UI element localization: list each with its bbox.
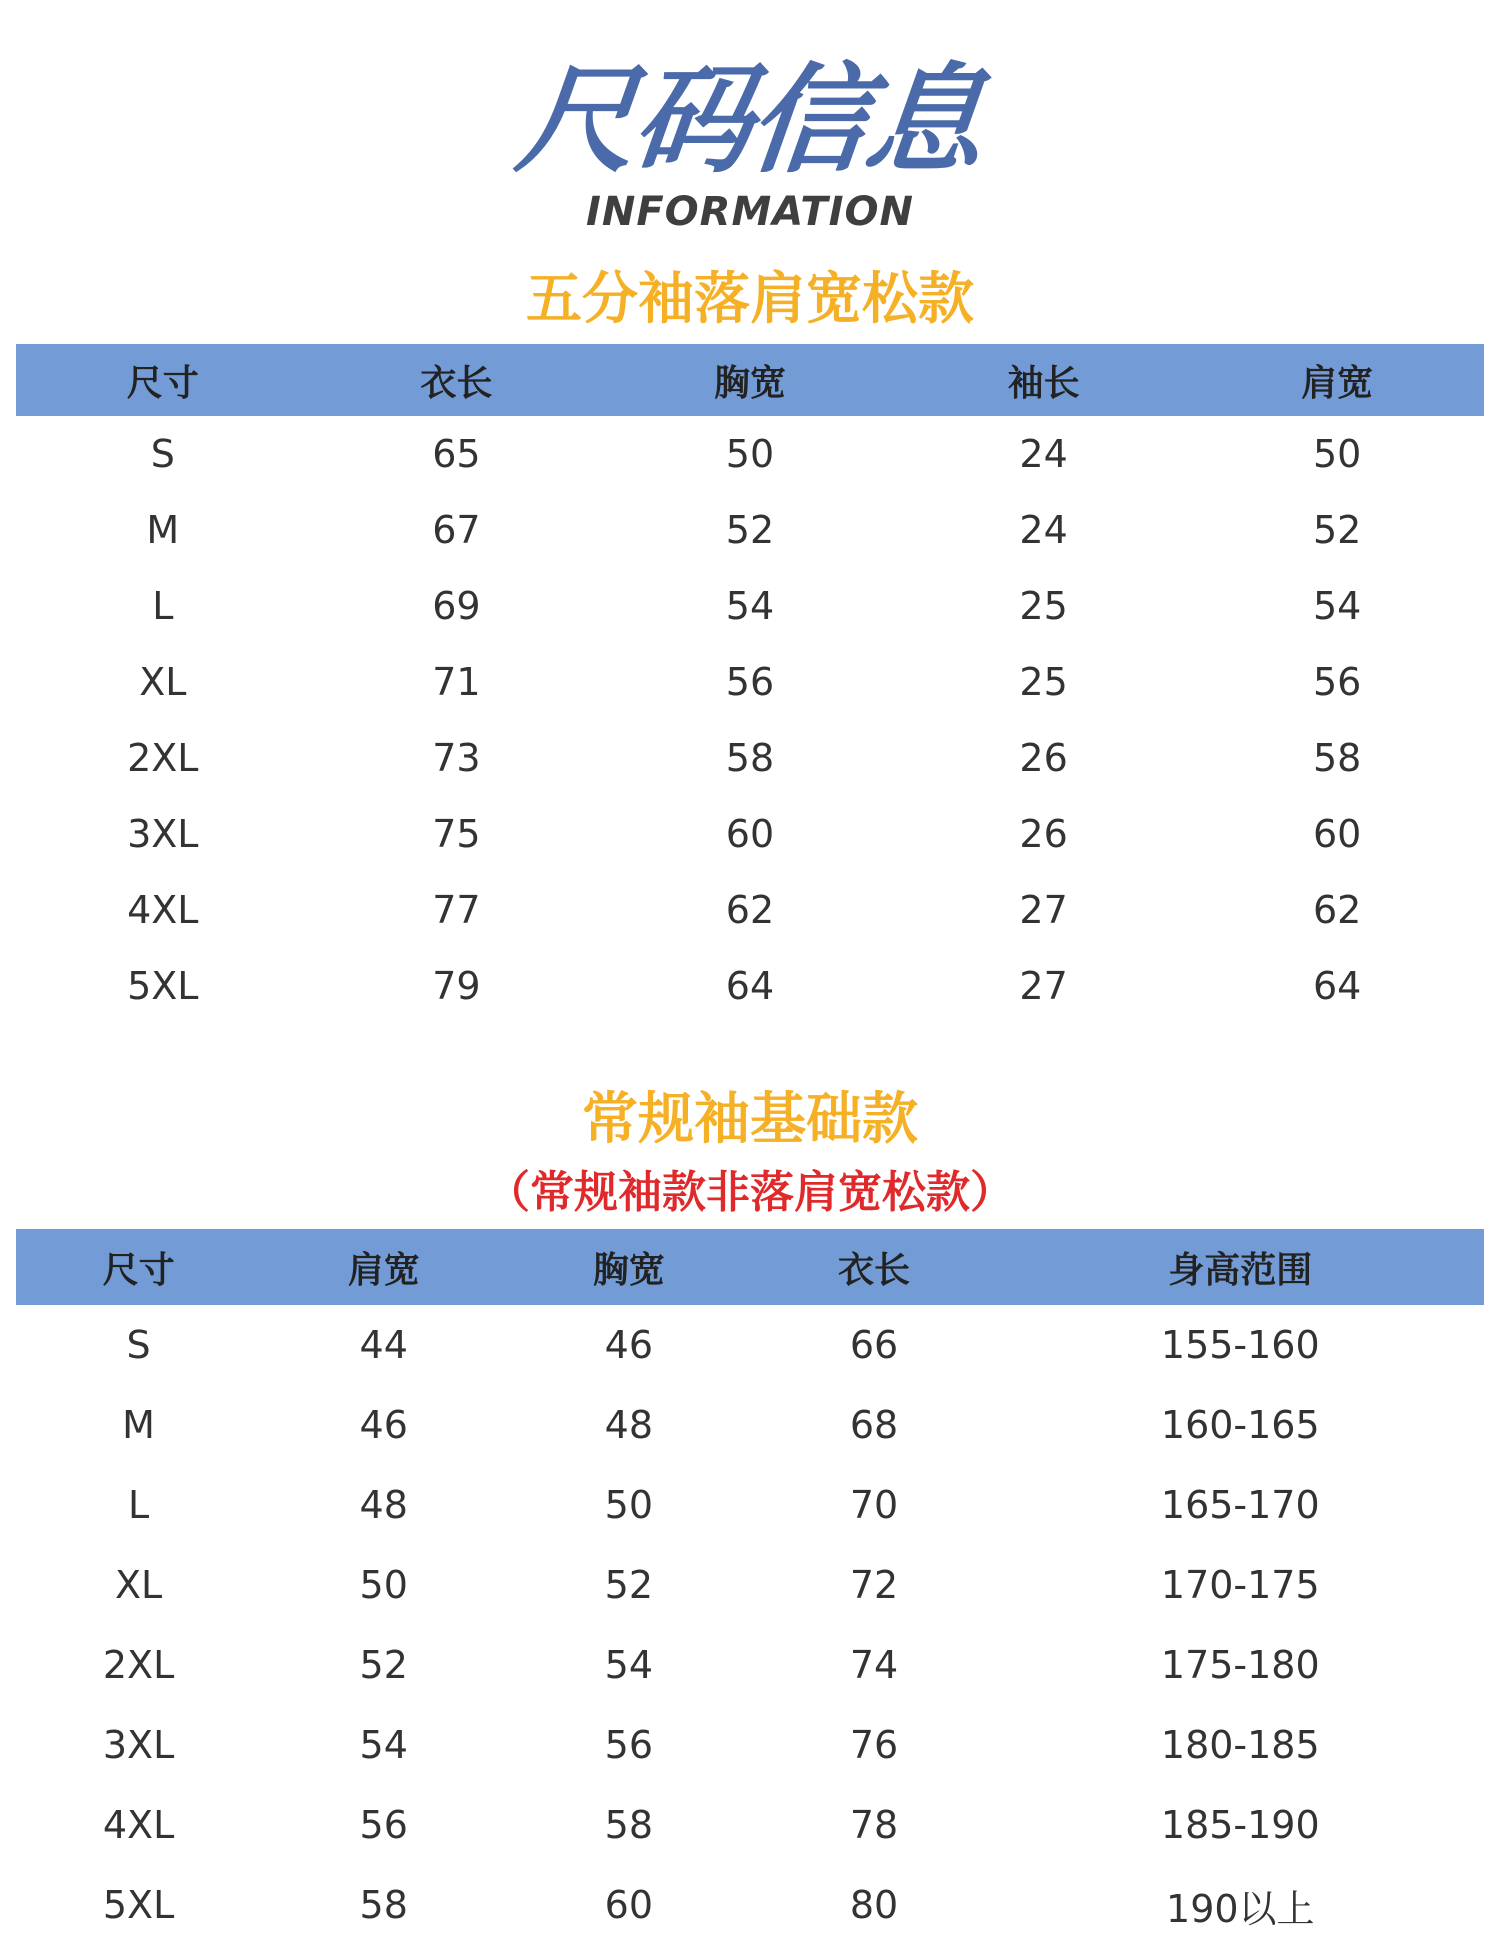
table-cell: 80 bbox=[849, 1883, 899, 1927]
section-note-regular: （常规袖款非落肩宽松款） bbox=[486, 1167, 1014, 1218]
table-cell: 52 bbox=[1313, 508, 1362, 552]
table-cell: 50 bbox=[725, 432, 775, 476]
table-row bbox=[16, 948, 1484, 1024]
table-cell: 27 bbox=[1019, 964, 1068, 1008]
table-cell: 64 bbox=[725, 964, 775, 1008]
table-cell: 27 bbox=[1019, 888, 1068, 932]
table-row bbox=[16, 1305, 1484, 1385]
table-row bbox=[16, 568, 1484, 644]
size-table-regular bbox=[16, 1229, 1484, 1945]
column-header: 胸宽 bbox=[603, 344, 897, 416]
table-cell: 74 bbox=[849, 1643, 899, 1687]
table-cell: 3XL bbox=[127, 812, 199, 856]
table-cell: 54 bbox=[725, 584, 775, 628]
table-cell: 56 bbox=[359, 1803, 408, 1847]
column-header: 衣长 bbox=[310, 344, 604, 416]
table-cell: 46 bbox=[359, 1403, 408, 1447]
table-cell: 68 bbox=[849, 1403, 899, 1447]
table-cell: 52 bbox=[359, 1643, 408, 1687]
table-cell: 50 bbox=[359, 1563, 408, 1607]
table-cell: L bbox=[152, 584, 174, 628]
table-cell: 67 bbox=[432, 508, 481, 552]
column-header: 尺寸 bbox=[16, 344, 310, 416]
table-cell: 48 bbox=[359, 1483, 408, 1527]
table-row bbox=[16, 720, 1484, 796]
table-cell: 69 bbox=[432, 584, 481, 628]
table-cell: 62 bbox=[725, 888, 775, 932]
table-row bbox=[16, 796, 1484, 872]
table-cell: 165-170 bbox=[1160, 1483, 1320, 1527]
table-cell: 24 bbox=[1019, 508, 1068, 552]
table-cell: 58 bbox=[359, 1883, 408, 1927]
table-cell: 175-180 bbox=[1160, 1643, 1320, 1687]
table-cell: 52 bbox=[725, 508, 775, 552]
table-cell: 62 bbox=[1313, 888, 1362, 932]
section-title-regular: 常规袖基础款 bbox=[582, 1087, 918, 1152]
table-row bbox=[16, 1385, 1484, 1465]
table-cell: 160-165 bbox=[1160, 1403, 1320, 1447]
table-cell: 2XL bbox=[127, 736, 199, 780]
column-header: 尺寸 bbox=[16, 1229, 261, 1305]
table-row bbox=[16, 492, 1484, 568]
table-cell: 78 bbox=[849, 1803, 899, 1847]
table-cell: 70 bbox=[849, 1483, 899, 1527]
table-cell: 71 bbox=[432, 660, 481, 704]
table-cell: 50 bbox=[1313, 432, 1362, 476]
table-cell: 46 bbox=[604, 1323, 654, 1367]
table-cell: 5XL bbox=[127, 964, 199, 1008]
table-row bbox=[16, 644, 1484, 720]
table-header-row bbox=[16, 344, 1484, 416]
table-cell: 25 bbox=[1019, 660, 1068, 704]
table-cell: 65 bbox=[432, 432, 481, 476]
page-subtitle: INFORMATION bbox=[585, 189, 915, 235]
table-cell: 79 bbox=[432, 964, 481, 1008]
table-cell: 26 bbox=[1019, 812, 1068, 856]
table-cell: 56 bbox=[604, 1723, 654, 1767]
table-cell: 5XL bbox=[102, 1883, 175, 1927]
table-cell: 180-185 bbox=[1160, 1723, 1320, 1767]
table-cell: XL bbox=[139, 660, 187, 704]
page-title: 尺码信息 bbox=[510, 51, 990, 189]
table-cell: 155-160 bbox=[1160, 1323, 1320, 1367]
table-cell: 60 bbox=[725, 812, 775, 856]
table-cell: 44 bbox=[359, 1323, 408, 1367]
table-row bbox=[16, 416, 1484, 492]
table-cell: 26 bbox=[1019, 736, 1068, 780]
column-header: 身高范围 bbox=[997, 1229, 1484, 1305]
table-row bbox=[16, 872, 1484, 948]
table-cell: L bbox=[127, 1483, 150, 1527]
table-cell: M bbox=[146, 508, 180, 552]
table-cell: S bbox=[150, 432, 175, 476]
table-cell: 60 bbox=[604, 1883, 654, 1927]
table-cell: 185-190 bbox=[1160, 1803, 1320, 1847]
table-cell: 54 bbox=[359, 1723, 408, 1767]
table-cell: 48 bbox=[604, 1403, 654, 1447]
table-header-row bbox=[16, 1229, 1484, 1305]
table-cell: 77 bbox=[432, 888, 481, 932]
table-row bbox=[16, 1625, 1484, 1705]
table-cell: 56 bbox=[1313, 660, 1362, 704]
table-cell: 4XL bbox=[102, 1803, 175, 1847]
table-cell: 56 bbox=[725, 660, 775, 704]
table-cell: 25 bbox=[1019, 584, 1068, 628]
table-cell: S bbox=[126, 1323, 151, 1367]
table-cell: M bbox=[122, 1403, 155, 1447]
column-header: 胸宽 bbox=[506, 1229, 751, 1305]
column-header: 衣长 bbox=[751, 1229, 996, 1305]
table-cell: 58 bbox=[725, 736, 775, 780]
table-cell: 52 bbox=[604, 1563, 654, 1607]
table-cell: 24 bbox=[1019, 432, 1068, 476]
table-cell: 4XL bbox=[127, 888, 199, 932]
section-title-loose: 五分袖落肩宽松款 bbox=[526, 267, 974, 332]
table-cell: 76 bbox=[849, 1723, 899, 1767]
column-header: 肩宽 bbox=[261, 1229, 506, 1305]
table-cell: 54 bbox=[604, 1643, 654, 1687]
table-cell: 190以上 bbox=[1166, 1886, 1315, 1931]
table-row bbox=[16, 1705, 1484, 1785]
table-cell: 58 bbox=[604, 1803, 654, 1847]
table-cell: 50 bbox=[604, 1483, 654, 1527]
table-cell: 54 bbox=[1313, 584, 1362, 628]
column-header: 肩宽 bbox=[1190, 344, 1484, 416]
table-cell: XL bbox=[114, 1563, 163, 1607]
table-cell: 2XL bbox=[102, 1643, 175, 1687]
table-cell: 3XL bbox=[102, 1723, 175, 1767]
table-row bbox=[16, 1865, 1484, 1945]
table-cell: 75 bbox=[432, 812, 481, 856]
table-cell: 64 bbox=[1313, 964, 1362, 1008]
table-row bbox=[16, 1545, 1484, 1625]
table-cell: 170-175 bbox=[1160, 1563, 1320, 1607]
column-header: 袖长 bbox=[897, 344, 1191, 416]
table-cell: 58 bbox=[1313, 736, 1362, 780]
table-cell: 72 bbox=[849, 1563, 899, 1607]
table-cell: 73 bbox=[432, 736, 481, 780]
page-header bbox=[0, 51, 1500, 235]
table-cell: 66 bbox=[849, 1323, 899, 1367]
table-row bbox=[16, 1465, 1484, 1545]
table-cell: 60 bbox=[1313, 812, 1362, 856]
table-row bbox=[16, 1785, 1484, 1865]
size-table-loose bbox=[16, 344, 1484, 1024]
